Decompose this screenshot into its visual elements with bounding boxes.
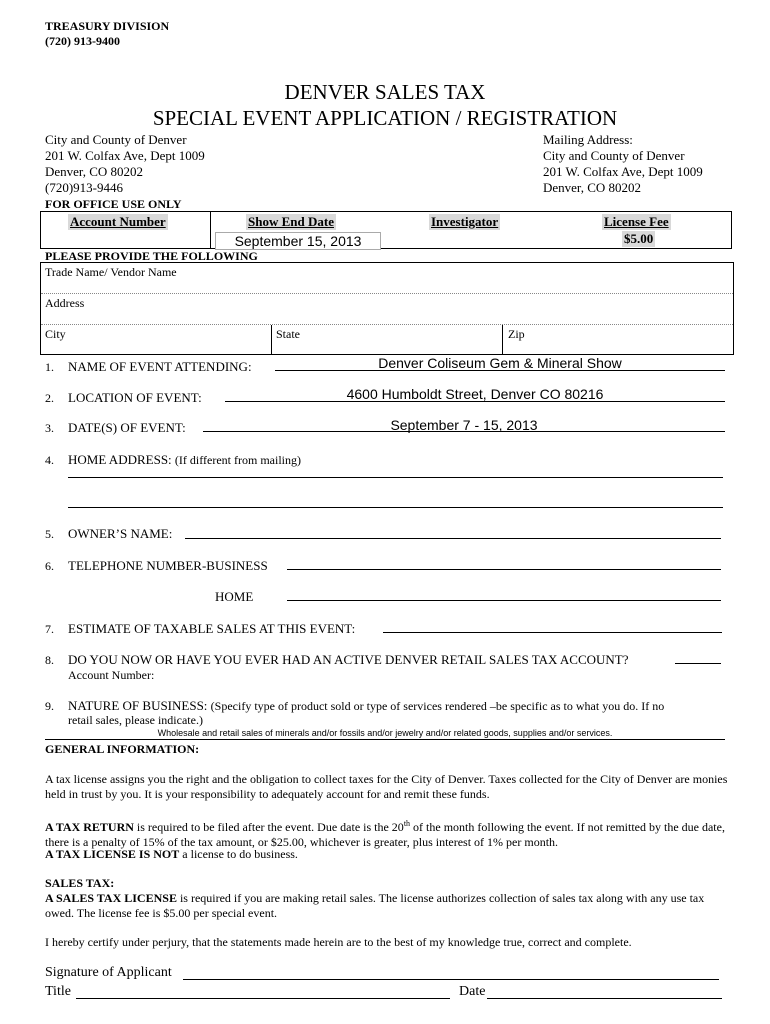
city-field[interactable]: City [45,327,66,341]
address-left-line: 201 W. Colfax Ave, Dept 1009 [45,148,205,163]
general-info-heading-text: GENERAL INFORMATION [45,742,196,756]
sales-tax-bold: A SALES TAX LICENSE [45,891,177,905]
home-address-line-2[interactable] [68,507,723,508]
address-right-line: Mailing Address: [543,132,633,147]
general-paragraph-1: A tax license assigns you the right and the obligation to collect taxes for the City of Denver. Taxes collected for the City of Denver are monies held in trust by you. It is your responsibility to adequately account for and remit these funds. [45,772,728,801]
license-fee-label: License Fee [604,214,669,229]
row-divider [41,324,733,325]
event-dates-field[interactable]: September 7 - 15, 2013 [390,417,538,433]
q8-number: 8. [45,653,54,667]
zip-field[interactable]: Zip [508,327,525,341]
q1-number: 1. [45,360,54,374]
event-name-field[interactable]: Denver Coliseum Gem & Mineral Show [378,355,622,371]
q7-number: 7. [45,622,54,636]
home-phone-label: HOME [215,589,254,604]
existing-account-answer-field[interactable] [675,663,721,664]
q9-label: NATURE OF BUSINESS: [68,698,208,713]
event-location-field[interactable]: 4600 Humboldt Street, Denver CO 80216 [346,386,604,402]
home-address-line-1[interactable] [68,477,723,478]
q4-label-text: HOME ADDRESS: [68,452,172,467]
q3-number: 3. [45,421,54,435]
q9-label-row [68,698,664,714]
q7-label: ESTIMATE OF TAXABLE SALES AT THIS EVENT: [68,621,356,636]
address-left-line: (720)913-9446 [45,180,123,195]
tax-return-paragraph [45,816,730,850]
account-number-label: Account Number [70,214,166,229]
q8-account-label: Account Number: [68,668,155,682]
license-fee-value: $5.00 [624,231,654,246]
address-left-line: City and County of Denver [45,132,187,147]
tax-return-sup: th [403,819,411,828]
date-label: Date [459,984,486,999]
division-phone: (720) 913-9400 [45,34,120,48]
taxable-sales-field[interactable] [383,632,722,633]
signature-label: Signature of Applicant [45,965,172,980]
q6-number: 6. [45,559,54,573]
sales-tax-text: is required if you are making retail sales. The license authorizes collection of sales tax along with any use tax owed. The license fee is $5.00 per special event. [45,891,705,920]
trade-name-field[interactable]: Trade Name/ Vendor Name [45,265,177,279]
q2-label: LOCATION OF EVENT: [68,390,202,405]
form-title: DENVER SALES TAX [284,80,486,104]
signature-field[interactable] [183,979,719,980]
investigator-label: Investigator [431,214,499,229]
address-right-line: Denver, CO 80202 [543,180,642,195]
q4-number: 4. [45,453,54,467]
form-subtitle: SPECIAL EVENT APPLICATION / REGISTRATION [152,106,618,130]
certify-statement: I hereby certify under perjury, that the statements made herein are to the best of my knowledge true, correct and complete. [45,935,632,949]
date-field[interactable] [487,998,722,999]
business-phone-field[interactable] [287,569,721,570]
address-left [45,132,205,196]
address-field[interactable]: Address [45,296,85,310]
q5-number: 5. [45,527,54,541]
q5-label: OWNER’S NAME: [68,526,173,541]
q6-label: TELEPHONE NUMBER-BUSINESS [68,558,268,573]
show-end-date-field[interactable]: September 15, 2013 [215,232,381,250]
q9-underline [45,739,725,740]
address-right [543,132,703,196]
q2-number: 2. [45,391,54,405]
q4-label [68,452,301,468]
tax-license-text: a license to do business. [179,847,298,861]
sales-tax-paragraph [45,891,730,921]
home-phone-field[interactable] [287,600,721,601]
sales-tax-heading: SALES TAX: [45,876,115,890]
tax-return-text-a: is required to be filed after the event. Due date is the 20 [133,820,404,834]
address-right-line: 201 W. Colfax Ave, Dept 1009 [543,164,703,179]
tax-return-text-b: of the month following the event. If not remitted by the due date, there is a penalty of 15% of the tax amount, or $25.00, whichever is greater, plus interest of 1% per month. [45,820,725,849]
q9-note: (Specify type of product sold or type of services rendered –be specific as to what you do. If no [210,699,665,713]
owner-name-field[interactable] [185,538,721,539]
city-state-divider [271,325,272,354]
address-right-line: City and County of Denver [543,148,685,163]
title-field[interactable] [76,998,450,999]
q9-number: 9. [45,699,54,713]
q8-account-field[interactable] [162,680,282,681]
office-divider [210,211,211,248]
q1-label: NAME OF EVENT ATTENDING: [68,359,252,374]
nature-of-business-field[interactable]: Wholesale and retail sales of minerals and/or fossils and/or jewelry and/or related goods, supplies and/or services. [157,728,613,738]
q3-label: DATE(S) OF EVENT: [68,420,186,435]
row-divider [41,293,733,294]
q9-note2: retail sales, please indicate.) [68,713,203,727]
show-end-date-label: Show End Date [248,214,334,229]
state-zip-divider [502,325,503,354]
q8-label: DO YOU NOW OR HAVE YOU EVER HAD AN ACTIVE DENVER RETAIL SALES TAX ACCOUNT? [68,652,629,667]
q4-note: (If different from mailing) [174,453,301,467]
provide-label: PLEASE PROVIDE THE FOLLOWING [45,249,258,263]
state-field[interactable]: State [276,327,300,341]
division-name: TREASURY DIVISION [45,19,170,33]
general-info-heading-colon: : [195,742,200,756]
tax-license-paragraph [45,847,730,862]
tax-return-bold: A TAX RETURN [45,820,134,834]
title-label: Title [45,984,71,999]
office-use-label: FOR OFFICE USE ONLY [45,197,182,211]
general-info-heading [45,742,199,757]
address-left-line: Denver, CO 80202 [45,164,144,179]
tax-license-bold: A TAX LICENSE IS NOT [45,847,180,861]
